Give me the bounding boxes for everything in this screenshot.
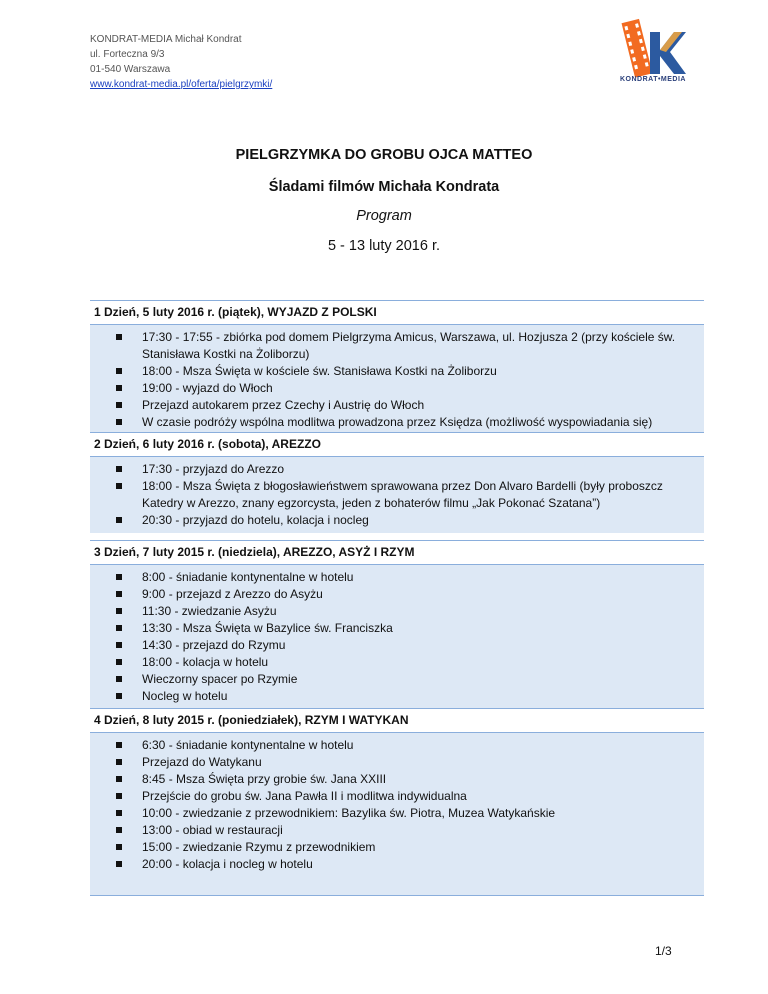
square-bullet-icon <box>116 419 122 425</box>
list-item: 6:30 - śniadanie kontynentalne w hotelu <box>90 737 704 754</box>
square-bullet-icon <box>116 574 122 580</box>
list-item: 20:00 - kolacja i nocleg w hotelu <box>90 856 704 873</box>
company-city: 01-540 Warszawa <box>90 64 171 75</box>
list-item: 8:45 - Msza Święta przy grobie św. Jana XXIII <box>90 771 704 788</box>
page-number: 1/3 <box>655 944 672 958</box>
square-bullet-icon <box>116 793 122 799</box>
list-item: 18:00 - Msza Święta w kościele św. Stanisława Kostki na Żoliborzu <box>90 363 704 380</box>
list-item: 19:00 - wyjazd do Włoch <box>90 380 704 397</box>
list-item: 17:30 - przyjazd do Arezzo <box>90 461 704 478</box>
company-url-link[interactable]: www.kondrat-media.pl/oferta/pielgrzymki/ <box>90 79 273 90</box>
company-address <box>90 32 272 92</box>
square-bullet-icon <box>116 844 122 850</box>
list-item: Nocleg w hotelu <box>90 688 704 705</box>
list-item: Przejście do grobu św. Jana Pawła II i modlitwa indywidualna <box>90 788 704 805</box>
day-items-list <box>90 457 704 533</box>
day-section <box>90 432 704 533</box>
list-item: 10:00 - zwiedzanie z przewodnikiem: Bazylika św. Piotra, Muzea Watykańskie <box>90 805 704 822</box>
square-bullet-icon <box>116 759 122 765</box>
document-subtitle: Śladami filmów Michała Kondrata <box>268 179 500 195</box>
list-item: 15:00 - zwiedzanie Rzymu z przewodnikiem <box>90 839 704 856</box>
day-section <box>90 540 704 709</box>
day-items-list <box>90 565 704 709</box>
list-item: 13:00 - obiad w restauracji <box>90 822 704 839</box>
day-section <box>90 300 704 435</box>
list-item: 18:00 - kolacja w hotelu <box>90 654 704 671</box>
square-bullet-icon <box>116 776 122 782</box>
list-item: 13:30 - Msza Święta w Bazylice św. Franciszka <box>90 620 704 637</box>
square-bullet-icon <box>116 385 122 391</box>
list-item: Przejazd do Watykanu <box>90 754 704 771</box>
square-bullet-icon <box>116 676 122 682</box>
square-bullet-icon <box>116 642 122 648</box>
square-bullet-icon <box>116 659 122 665</box>
company-street: ul. Forteczna 9/3 <box>90 49 165 60</box>
day-header: 3 Dzień, 7 luty 2015 r. (niedziela), AREZZO, ASYŻ I RZYM <box>90 541 704 565</box>
list-item: 17:30 - 17:55 - zbiórka pod domem Pielgrzyma Amicus, Warszawa, ul. Hozjusza 2 (przy kościele św. Stanisława Kostki na Żoliborzu) <box>90 329 704 363</box>
list-item: 18:00 - Msza Święta z błogosławieństwem sprawowana przez Don Alvaro Bardelli (były proboszcz Katedry w Arezzo, znany egzorcysta, jeden z bohaterów filmu „Jak Pokonać Szatana”) <box>90 478 704 512</box>
list-item: 11:30 - zwiedzanie Asyżu <box>90 603 704 620</box>
square-bullet-icon <box>116 742 122 748</box>
square-bullet-icon <box>116 483 122 489</box>
list-item: W czasie podróży wspólna modlitwa prowadzona przez Księdza (możliwość wyspowiadania się) <box>90 414 704 431</box>
company-name: KONDRAT-MEDIA Michał Kondrat <box>90 34 242 45</box>
list-item: Przejazd autokarem przez Czechy i Austrię do Włoch <box>90 397 704 414</box>
list-item: 14:30 - przejazd do Rzymu <box>90 637 704 654</box>
list-item: Wieczorny spacer po Rzymie <box>90 671 704 688</box>
square-bullet-icon <box>116 517 122 523</box>
logo-text: KONDRAT•MEDIA <box>620 76 686 83</box>
square-bullet-icon <box>116 608 122 614</box>
square-bullet-icon <box>116 693 122 699</box>
trip-dates: 5 - 13 luty 2016 r. <box>327 238 441 254</box>
square-bullet-icon <box>116 861 122 867</box>
day-items-list <box>90 733 704 896</box>
document-title: PIELGRZYMKA DO GROBU OJCA MATTEO <box>235 147 533 163</box>
square-bullet-icon <box>116 368 122 374</box>
day-header: 1 Dzień, 5 luty 2016 r. (piątek), WYJAZD Z POLSKI <box>90 301 704 325</box>
square-bullet-icon <box>116 402 122 408</box>
list-item: 20:30 - przyjazd do hotelu, kolacja i nocleg <box>90 512 704 529</box>
square-bullet-icon <box>116 625 122 631</box>
square-bullet-icon <box>116 334 122 340</box>
list-item: 8:00 - śniadanie kontynentalne w hotelu <box>90 569 704 586</box>
program-heading: Program <box>356 208 412 224</box>
square-bullet-icon <box>116 466 122 472</box>
day-items-list <box>90 325 704 435</box>
day-header: 4 Dzień, 8 luty 2015 r. (poniedziałek), RZYM I WATYKAN <box>90 709 704 733</box>
day-header: 2 Dzień, 6 luty 2016 r. (sobota), AREZZO <box>90 433 704 457</box>
day-section <box>90 708 704 896</box>
kondrat-media-logo-icon <box>612 14 694 80</box>
list-item: 9:00 - przejazd z Arezzo do Asyżu <box>90 586 704 603</box>
square-bullet-icon <box>116 810 122 816</box>
square-bullet-icon <box>116 827 122 833</box>
square-bullet-icon <box>116 591 122 597</box>
